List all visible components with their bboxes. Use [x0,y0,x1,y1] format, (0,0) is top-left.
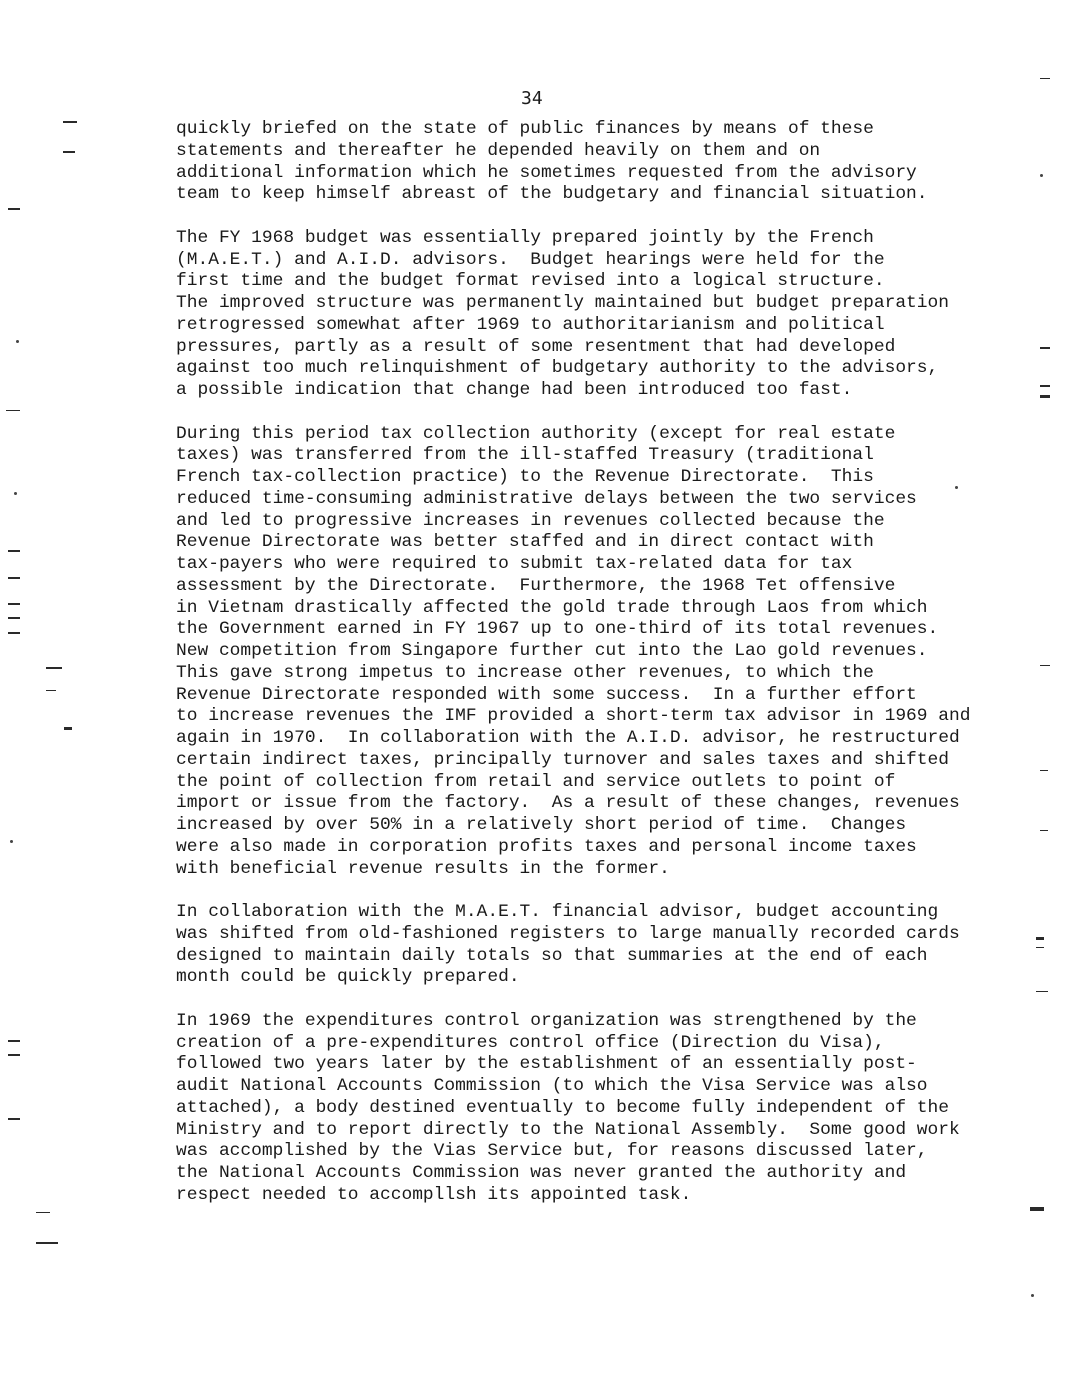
scan-mark [46,690,56,691]
text-line: In 1969 the expenditures control organization was strengthened by the [176,1010,917,1031]
scan-mark [1040,770,1048,771]
text-line: with beneficial revenue results in the former. [176,858,670,879]
text-line: again in 1970. In collaboration with the A.I.D. advisor, he restructured [176,728,960,748]
scan-speck [10,840,13,843]
scan-mark [8,1054,20,1056]
text-line: to increase revenues the IMF provided a short-term tax advisor in 1969 and [176,706,971,727]
text-line: quickly briefed on the state of public finances by means of these [176,119,874,139]
paragraph [176,424,1036,881]
text-line: attached), a body destined eventually to become fully independent of the [176,1097,950,1118]
document-body [176,119,1036,1228]
scan-mark [1030,1207,1044,1211]
scan-mark [64,727,72,730]
scan-mark [1036,947,1044,948]
scan-mark [46,667,62,669]
text-line: The FY 1968 budget was essentially prepared jointly by the French [176,227,874,248]
text-line: retrogressed somewhat after 1969 to authoritarianism and political [176,314,885,335]
scan-mark [8,632,20,634]
paragraph [176,902,1036,989]
scan-mark [8,603,20,605]
paragraph [176,1011,1036,1207]
scan-mark [8,550,20,552]
text-line: and led to progressive increases in revenues collected because the [176,510,885,531]
text-line: (M.A.E.T.) and A.I.D. advisors. Budget hearings were held for the [176,249,885,270]
scan-mark [1040,347,1050,349]
text-line: a possible indication that change had been introduced too fast. [176,380,853,400]
text-line: creation of a pre-expenditures control office (Direction du Visa), [176,1032,885,1053]
text-line: against too much relinquishment of budgetary authority to the advisors, [176,358,939,379]
page-number: 34 [521,88,543,109]
scan-mark [8,577,20,579]
text-line: additional information which he sometimes requested from the advisory [176,162,917,183]
scan-speck [14,492,17,495]
scan-mark [36,1242,58,1244]
scan-mark [1040,385,1050,387]
scan-mark [63,121,77,123]
text-line: followed two years later by the establishment of an essentially post- [176,1054,917,1075]
text-line: This gave strong impetus to increase other revenues, to which the [176,662,874,683]
text-line: The improved structure was permanently maintained but budget preparation [176,293,950,313]
text-line: was accomplished by the Vias Service but, for reasons discussed later, [176,1141,928,1162]
scan-speck [1031,1294,1034,1297]
text-line: first time and the budget format revised into a logical structure. [176,271,885,292]
scan-mark [8,1040,20,1042]
scan-mark [63,151,75,153]
text-line: tax-payers who were required to submit tax-related data for tax [176,554,853,574]
text-line: During this period tax collection authority (except for real estate [176,423,896,444]
scan-mark [1040,78,1050,79]
text-line: the point of collection from retail and service outlets to point of [176,771,896,792]
scan-mark [36,1212,50,1213]
scan-mark [1036,991,1048,992]
scan-mark [1040,830,1048,831]
text-line: was shifted from old-fashioned registers to large manually recorded cards [176,923,960,944]
text-line: pressures, partly as a result of some resentment that had developed [176,336,896,357]
scan-mark [8,208,20,210]
paragraph [176,119,1036,206]
paragraph [176,228,1036,402]
text-line: French tax-collection practice) to the Revenue Directorate. This [176,467,874,487]
text-line: in Vietnam drastically affected the gold trade through Laos from which [176,597,928,618]
text-line: statements and thereafter he depended heavily on them and on [176,140,821,161]
scan-speck [955,486,958,489]
text-line: team to keep himself abreast of the budgetary and financial situation. [176,184,928,205]
text-line: increased by over 50% in a relatively short period of time. Changes [176,815,907,835]
text-line: In collaboration with the M.A.E.T. financial advisor, budget accounting [176,902,939,922]
scan-mark [1040,665,1050,666]
text-line: the National Accounts Commission was never granted the authority and [176,1163,907,1183]
text-line: import or issue from the factory. As a result of these changes, revenues [176,793,960,814]
scan-mark [1040,395,1050,398]
scan-mark [8,617,20,619]
text-line: Revenue Directorate was better staffed and in direct contact with [176,532,874,553]
text-line: were also made in corporation profits taxes and personal income taxes [176,836,917,857]
scan-speck [1040,174,1043,177]
text-line: audit National Accounts Commission (to which the Visa Service was also [176,1076,928,1096]
scan-speck [16,340,19,343]
text-line: reduced time-consuming administrative delays between the two services [176,488,917,509]
scan-mark [6,410,20,411]
text-line: respect needed to accompllsh its appointed task. [176,1184,692,1205]
text-line: Ministry and to report directly to the National Assembly. Some good work [176,1119,960,1140]
text-line: New competition from Singapore further cut into the Lao gold revenues. [176,641,928,661]
text-line: the Government earned in FY 1967 up to one-third of its total revenues. [176,619,939,640]
text-line: month could be quickly prepared. [176,967,520,988]
text-line: designed to maintain daily totals so that summaries at the end of each [176,945,928,966]
text-line: Revenue Directorate responded with some success. In a further effort [176,684,917,705]
scan-mark [8,1118,20,1120]
scan-mark [1036,937,1044,940]
text-line: taxes) was transferred from the ill-staffed Treasury (traditional [176,445,874,466]
text-line: certain indirect taxes, principally turnover and sales taxes and shifted [176,749,950,770]
text-line: assessment by the Directorate. Furthermore, the 1968 Tet offensive [176,575,896,596]
